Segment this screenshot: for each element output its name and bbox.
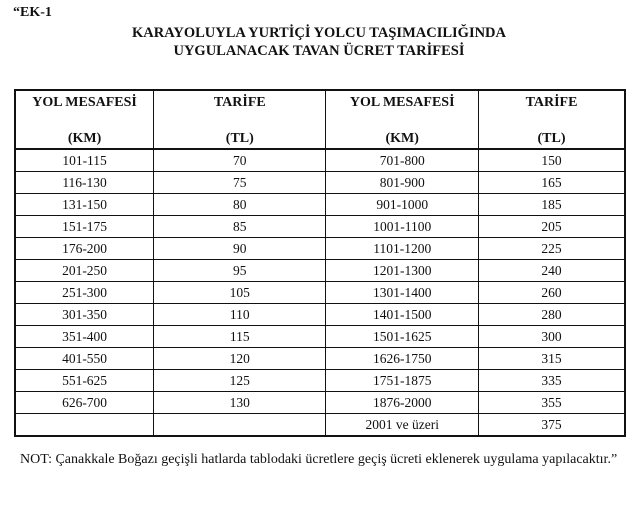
table-row [15,414,625,437]
header-distance-2: YOL MESAFESİ (KM) [326,90,479,149]
tariff-cell: 110 [154,304,326,326]
distance-cell: 1751-1875 [326,370,479,392]
tariff-cell: 205 [479,216,626,238]
tariff-cell: 70 [154,149,326,172]
distance-cell: 251-300 [15,282,154,304]
tariff-cell: 90 [154,238,326,260]
header-tariff-1: TARİFE (TL) [154,90,326,149]
distance-cell: 131-150 [15,194,154,216]
tariff-table [14,89,626,437]
distance-cell: 301-350 [15,304,154,326]
table-row [15,348,625,370]
header-tariff-2: TARİFE (TL) [479,90,626,149]
tariff-cell: 165 [479,172,626,194]
tariff-cell: 80 [154,194,326,216]
distance-cell: 201-250 [15,260,154,282]
tariff-cell: 260 [479,282,626,304]
distance-cell: 1501-1625 [326,326,479,348]
footnote: NOT: Çanakkale Boğazı geçişli hatlarda tablodaki ücretlere geçiş ücreti eklenerek uygulama yapılacaktır.” [20,452,618,467]
table-row [15,238,625,260]
distance-cell: 1001-1100 [326,216,479,238]
table-row [15,326,625,348]
tariff-cell: 150 [479,149,626,172]
distance-cell: 101-115 [15,149,154,172]
tariff-cell: 130 [154,392,326,414]
tariff-cell: 125 [154,370,326,392]
distance-cell: 626-700 [15,392,154,414]
distance-cell: 1101-1200 [326,238,479,260]
header-distance-1: YOL MESAFESİ (KM) [15,90,154,149]
distance-cell: 1301-1400 [326,282,479,304]
table-header-row [15,90,625,149]
title-line-2: UYGULANACAK TAVAN ÜCRET TARİFESİ [173,43,465,59]
distance-cell: 2001 ve üzeri [326,414,479,437]
tariff-cell [154,414,326,437]
tariff-cell: 300 [479,326,626,348]
distance-cell: 551-625 [15,370,154,392]
distance-cell: 176-200 [15,238,154,260]
table-row [15,392,625,414]
tariff-cell: 185 [479,194,626,216]
tariff-cell: 355 [479,392,626,414]
distance-cell [15,414,154,437]
distance-cell: 1626-1750 [326,348,479,370]
distance-cell: 401-550 [15,348,154,370]
tariff-cell: 375 [479,414,626,437]
annex-reference: “EK-1 [13,5,52,20]
distance-cell: 151-175 [15,216,154,238]
distance-cell: 116-130 [15,172,154,194]
distance-cell: 1876-2000 [326,392,479,414]
tariff-cell: 335 [479,370,626,392]
table-row [15,282,625,304]
distance-cell: 901-1000 [326,194,479,216]
distance-cell: 351-400 [15,326,154,348]
tariff-cell: 75 [154,172,326,194]
table-row [15,149,625,172]
table-row [15,370,625,392]
tariff-cell: 95 [154,260,326,282]
document-title [0,24,638,60]
tariff-cell: 85 [154,216,326,238]
tariff-cell: 240 [479,260,626,282]
tariff-cell: 115 [154,326,326,348]
distance-cell: 801-900 [326,172,479,194]
distance-cell: 701-800 [326,149,479,172]
table-row [15,216,625,238]
distance-cell: 1401-1500 [326,304,479,326]
tariff-cell: 315 [479,348,626,370]
table-row [15,304,625,326]
tariff-cell: 105 [154,282,326,304]
tariff-cell: 225 [479,238,626,260]
title-line-1: KARAYOLUYLA YURTİÇİ YOLCU TAŞIMACILIĞINDA [132,25,506,41]
tariff-cell: 120 [154,348,326,370]
table-row [15,260,625,282]
table-row [15,194,625,216]
tariff-cell: 280 [479,304,626,326]
table-row [15,172,625,194]
distance-cell: 1201-1300 [326,260,479,282]
